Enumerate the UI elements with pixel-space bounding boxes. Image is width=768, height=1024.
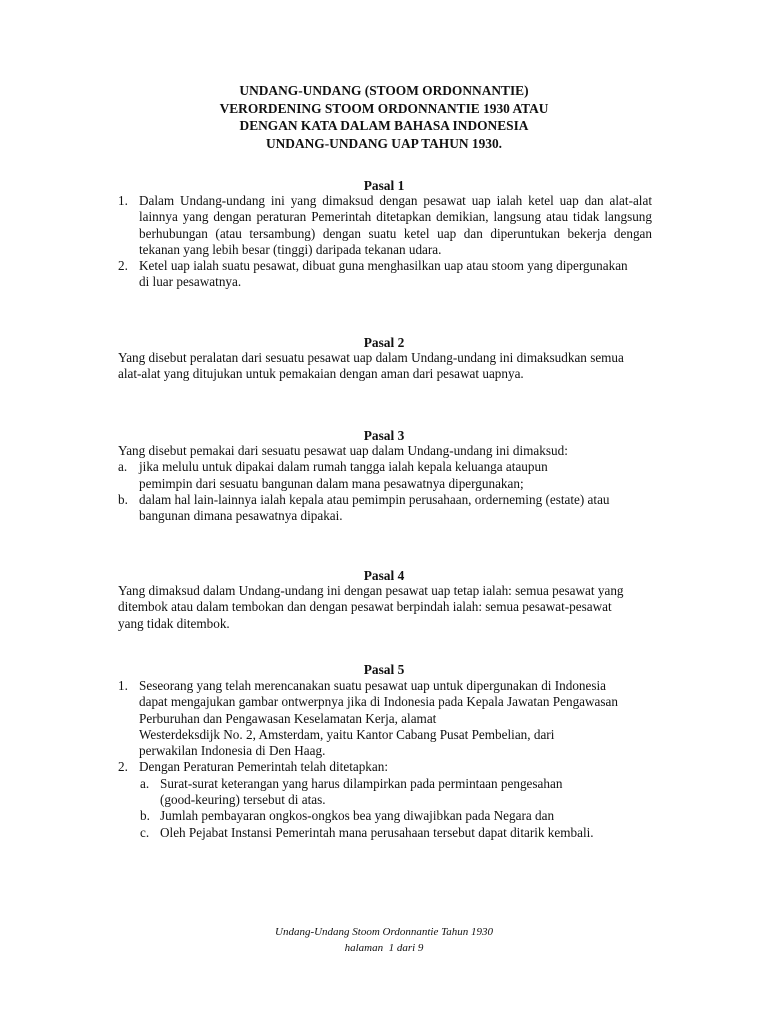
list-item bbox=[118, 492, 652, 525]
sub-list-item bbox=[118, 808, 652, 824]
list-item bbox=[118, 193, 652, 258]
pasal-5-heading: Pasal 5 bbox=[363, 662, 405, 677]
text-line: Yang disebut peralatan dari sesuatu pesawat uap dalam Undang-undang ini dimaksudkan semua bbox=[118, 350, 624, 365]
text-line: tekanan yang lebih besar (tinggi) daripada tekanan udara. bbox=[139, 241, 442, 257]
text-line: Perburuhan dan Pengawasan Keselamatan Kerja, alamat bbox=[139, 710, 437, 726]
list-marker: c. bbox=[140, 824, 150, 840]
text-line: alat-alat yang ditujukan untuk pemakaian dengan aman dari pesawat uapnya. bbox=[118, 366, 524, 382]
sub-list-item bbox=[118, 776, 652, 809]
list-marker: b. bbox=[140, 808, 150, 824]
list-marker: a. bbox=[140, 775, 150, 791]
title-line-1: UNDANG-UNDANG (STOOM ORDONNANTIE) bbox=[239, 83, 529, 98]
text-line: Ketel uap ialah suatu pesawat, dibuat guna menghasilkan uap atau stoom yang dipergunakan bbox=[139, 258, 628, 274]
text-line: dapat mengajukan gambar ontwerpnya jika di Indonesia pada Kepala Jawatan Pengawasan bbox=[139, 694, 618, 710]
text-line: Yang dimaksud dalam Undang-undang ini dengan pesawat uap tetap ialah: semua pesawat yang bbox=[118, 583, 624, 598]
title-line-2: VERORDENING STOOM ORDONNANTIE 1930 ATAU bbox=[219, 100, 549, 116]
list-item bbox=[118, 759, 652, 775]
text-line: Oleh Pejabat Instansi Pemerintah mana perusahaan tersebut dapat ditarik kembali. bbox=[160, 824, 594, 840]
list-marker: a. bbox=[118, 459, 128, 475]
text-line: ditembok atau dalam tembokan dan dengan pesawat berpindah ialah: semua pesawat-pesawat bbox=[118, 599, 612, 615]
list-item bbox=[118, 258, 652, 291]
text-line: jika melulu untuk dipakai dalam rumah tangga ialah kepala keluanga ataupun bbox=[139, 459, 548, 475]
text-line: pemimpin dari sesuatu bangunan dalam mana pesawatnya dipergunakan; bbox=[139, 475, 524, 491]
text-line: Dengan Peraturan Pemerintah telah ditetapkan: bbox=[139, 759, 389, 775]
pasal-3-body bbox=[118, 443, 652, 524]
pasal-3-heading: Pasal 3 bbox=[363, 428, 405, 443]
text-line: Jumlah pembayaran ongkos-ongkos bea yang diwajibkan pada Negara dan bbox=[160, 808, 555, 824]
text-line: perwakilan Indonesia di Den Haag. bbox=[139, 743, 326, 759]
pasal-1-heading: Pasal 1 bbox=[363, 178, 405, 193]
page-footer bbox=[0, 924, 768, 956]
pasal-2-body bbox=[118, 350, 652, 383]
list-marker: b. bbox=[118, 491, 128, 507]
list-marker: 2. bbox=[118, 759, 128, 775]
title-line-4: UNDANG-UNDANG UAP TAHUN 1930. bbox=[265, 135, 503, 151]
text-line: Dalam Undang-undang ini yang dimaksud dengan pesawat uap ialah ketel uap dan alat-alat bbox=[139, 193, 652, 208]
pasal-5-body bbox=[118, 678, 652, 841]
list-marker: 1. bbox=[118, 193, 128, 208]
footer-title: Undang-Undang Stoom Ordonnantie Tahun 1930 bbox=[275, 926, 493, 938]
pasal-4-body bbox=[118, 583, 652, 632]
list-marker: 2. bbox=[118, 258, 128, 274]
title-line-3: DENGAN KATA DALAM BAHASA INDONESIA bbox=[239, 118, 529, 133]
text-line: lainnya yang dengan peraturan Pemerintah ditetapkan demikian, langsung atau tidak langsung bbox=[139, 209, 652, 225]
document-title bbox=[0, 82, 768, 152]
text-line: bangunan dimana pesawatnya dipakai. bbox=[139, 508, 343, 524]
text-line: berhubungan (atau tersambung) dengan suatu ketel uap dan diperuntukan bekerja dengan bbox=[139, 225, 652, 241]
text-line: di luar pesawatnya. bbox=[139, 274, 242, 290]
list-item bbox=[118, 459, 652, 492]
pasal-1-body bbox=[118, 193, 652, 291]
pasal-4-heading: Pasal 4 bbox=[363, 568, 405, 583]
text-line: yang tidak ditembok. bbox=[118, 615, 230, 631]
pasal-2-heading: Pasal 2 bbox=[363, 335, 405, 350]
page-number: halaman 1 dari 9 bbox=[344, 942, 424, 954]
sub-list-item bbox=[118, 825, 652, 841]
list-item bbox=[118, 678, 652, 759]
text-line: dalam hal lain-lainnya ialah kepala atau pemimpin perusahaan, orderneming (estate) atau bbox=[139, 491, 610, 507]
text-line: Seseorang yang telah merencanakan suatu pesawat uap untuk dipergunakan di Indonesia bbox=[139, 678, 607, 693]
list-marker: 1. bbox=[118, 678, 128, 693]
text-line: (good-keuring) tersebut di atas. bbox=[160, 792, 326, 808]
text-line: Surat-surat keterangan yang harus dilampirkan pada permintaan pengesahan bbox=[160, 775, 563, 791]
text-line: Westerdeksdijk No. 2, Amsterdam, yaitu Kantor Cabang Pusat Pembelian, dari bbox=[139, 726, 555, 742]
text-line: Yang disebut pemakai dari sesuatu pesawat uap dalam Undang-undang ini dimaksud: bbox=[118, 443, 568, 458]
